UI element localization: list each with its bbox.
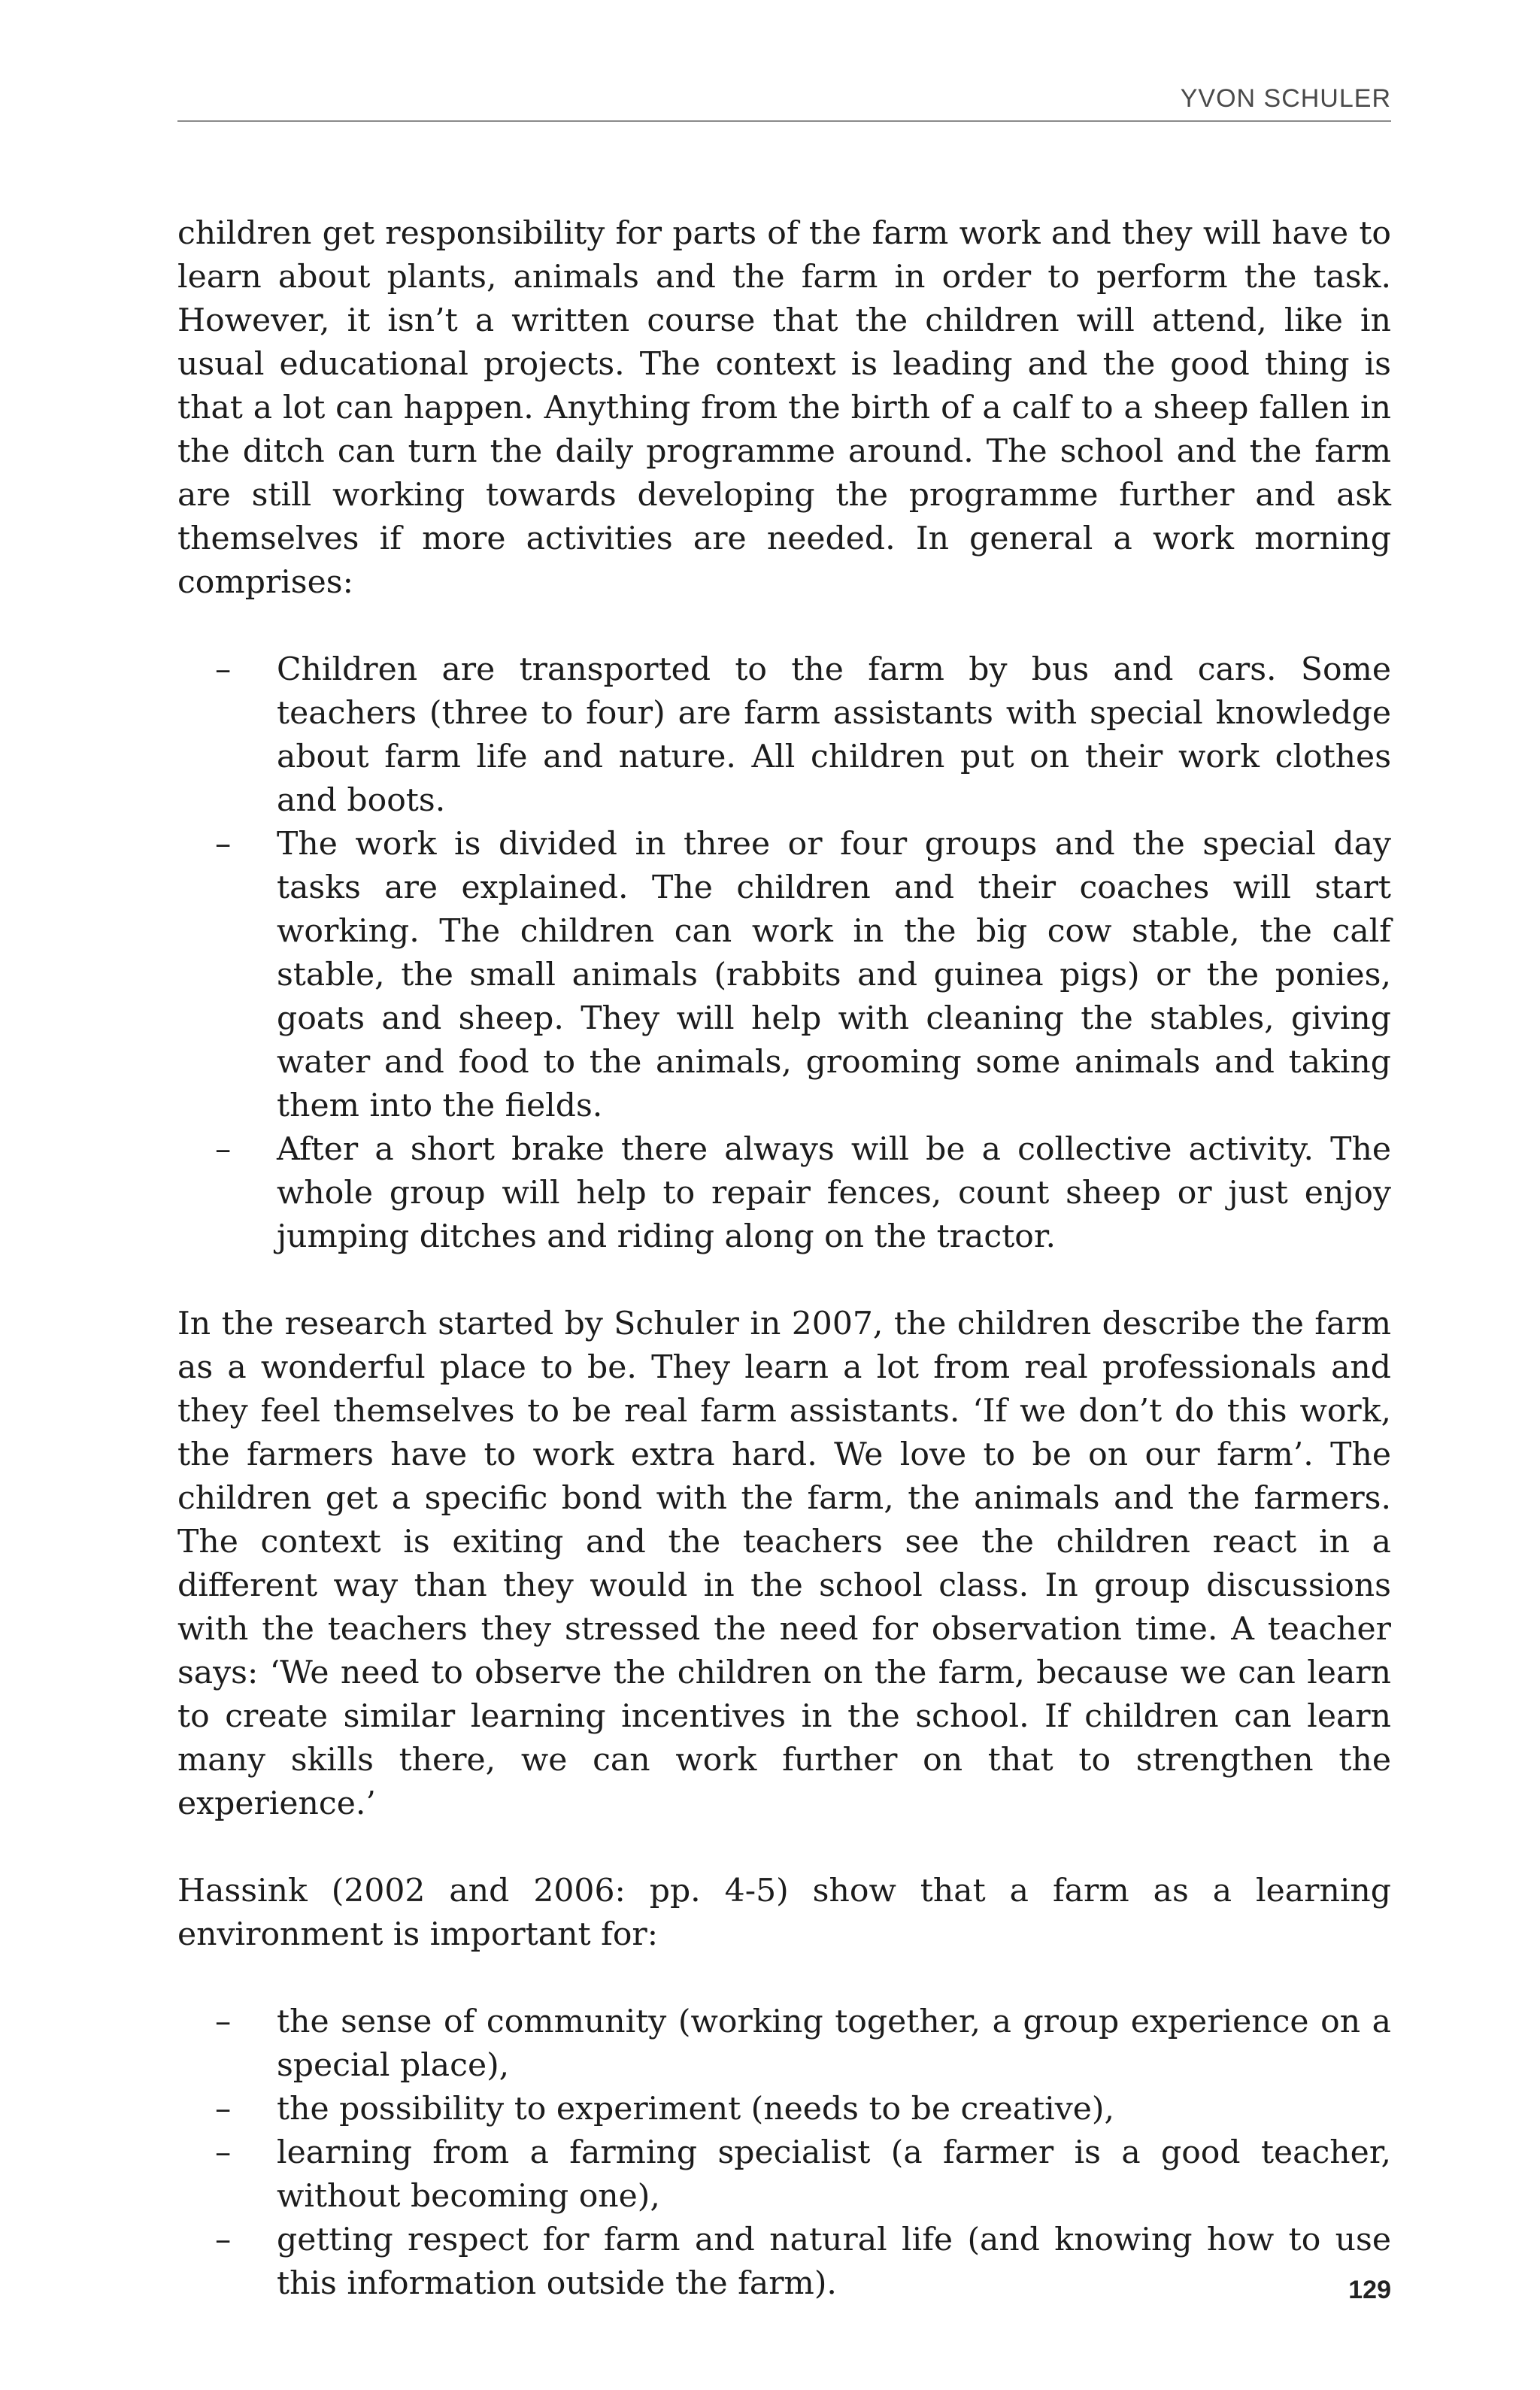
page-number: 129 bbox=[1348, 2276, 1391, 2304]
dash-marker: – bbox=[215, 2134, 232, 2171]
list-item-text: The work is divided in three or four groups and the special day tasks are explained. The children and their coaches will start working. The children can work in the big cow stable, the calf stable, the small animals (rabbits and guinea pigs) or the ponies, goats and sheep. They will help with cleaning the stables, giving water and food to the animals, grooming some animals and taking them into the fields. bbox=[277, 826, 1391, 1124]
list-item-text: Children are transported to the farm by bus and cars. Some teachers (three to four) are farm assistants with special knowledge about farm life and nature. All children put on their work clothes and boots. bbox=[277, 651, 1391, 819]
header-author: YVON SCHULER bbox=[1180, 84, 1391, 113]
paragraph-hassink: Hassink (2002 and 2006: pp. 4-5) show that a farm as a learning environment is important for: bbox=[177, 1873, 1391, 1953]
spacer bbox=[177, 1259, 1391, 1303]
spacer bbox=[177, 1957, 1391, 2000]
dash-marker: – bbox=[215, 826, 232, 863]
dash-marker: – bbox=[215, 2222, 232, 2258]
list-item bbox=[215, 823, 1391, 1128]
list-item-text: After a short brake there always will be a collective activity. The whole group will help to repair fences, count sheep or just enjoy jumping ditches and riding along on the tractor. bbox=[277, 1131, 1391, 1255]
list-item bbox=[215, 2088, 1391, 2131]
list-item bbox=[215, 648, 1391, 823]
paragraph-farm-work: children get responsibility for parts of the farm work and they will have to learn about plants, animals and the farm in order to perform the task. However, it isn’t a written course that the children will attend, like in usual educational projects. The context is leading and the good thing is that a lot can happen. Anything from the birth of a calf to a sheep fallen in the ditch can turn the daily programme around. The school and the farm are still working towards developing the programme further and ask themselves if more activities are needed. In general a work morning comprises: bbox=[177, 215, 1391, 601]
importance-list bbox=[177, 2000, 1391, 2306]
paragraph-research: In the research started by Schuler in 2007, the children describe the farm as a wonderful place to be. They learn a lot from real professionals and they feel themselves to be real farm assistants. ‘If we don’t do this work, the farmers have to work extra hard. We love to be on our farm’. The children get a specific bond with the farm, the animals and the farmers. The context is exiting and the teachers see the children react in a different way than they would in the school class. In group discussions with the teachers they stressed the need for observation time. A teacher says: ‘We need to observe the children on the farm, because we can learn to create similar learning incentives in the school. If children can learn many skills there, we can work further on that to strengthen the experience.’ bbox=[177, 1306, 1391, 1822]
spacer bbox=[177, 1826, 1391, 1870]
list-item-text: learning from a farming specialist (a farmer is a good teacher, without becoming one), bbox=[277, 2134, 1391, 2215]
list-item-text: getting respect for farm and natural life (and knowing how to use this information outside the farm). bbox=[277, 2222, 1391, 2302]
dash-marker: – bbox=[215, 651, 232, 688]
list-item-text: the sense of community (working together, a group experience on a special place), bbox=[277, 2003, 1391, 2084]
dash-marker: – bbox=[215, 2091, 232, 2128]
work-morning-list bbox=[177, 648, 1391, 1259]
list-item bbox=[215, 1128, 1391, 1259]
page-body bbox=[177, 212, 1391, 2306]
spacer bbox=[177, 605, 1391, 648]
list-item bbox=[215, 2000, 1391, 2088]
list-item bbox=[215, 2131, 1391, 2219]
list-item-text: the possibility to experiment (needs to be creative), bbox=[277, 2091, 1115, 2128]
running-header bbox=[177, 81, 1391, 122]
dash-marker: – bbox=[215, 1131, 232, 1168]
list-item bbox=[215, 2219, 1391, 2306]
dash-marker: – bbox=[215, 2003, 232, 2040]
